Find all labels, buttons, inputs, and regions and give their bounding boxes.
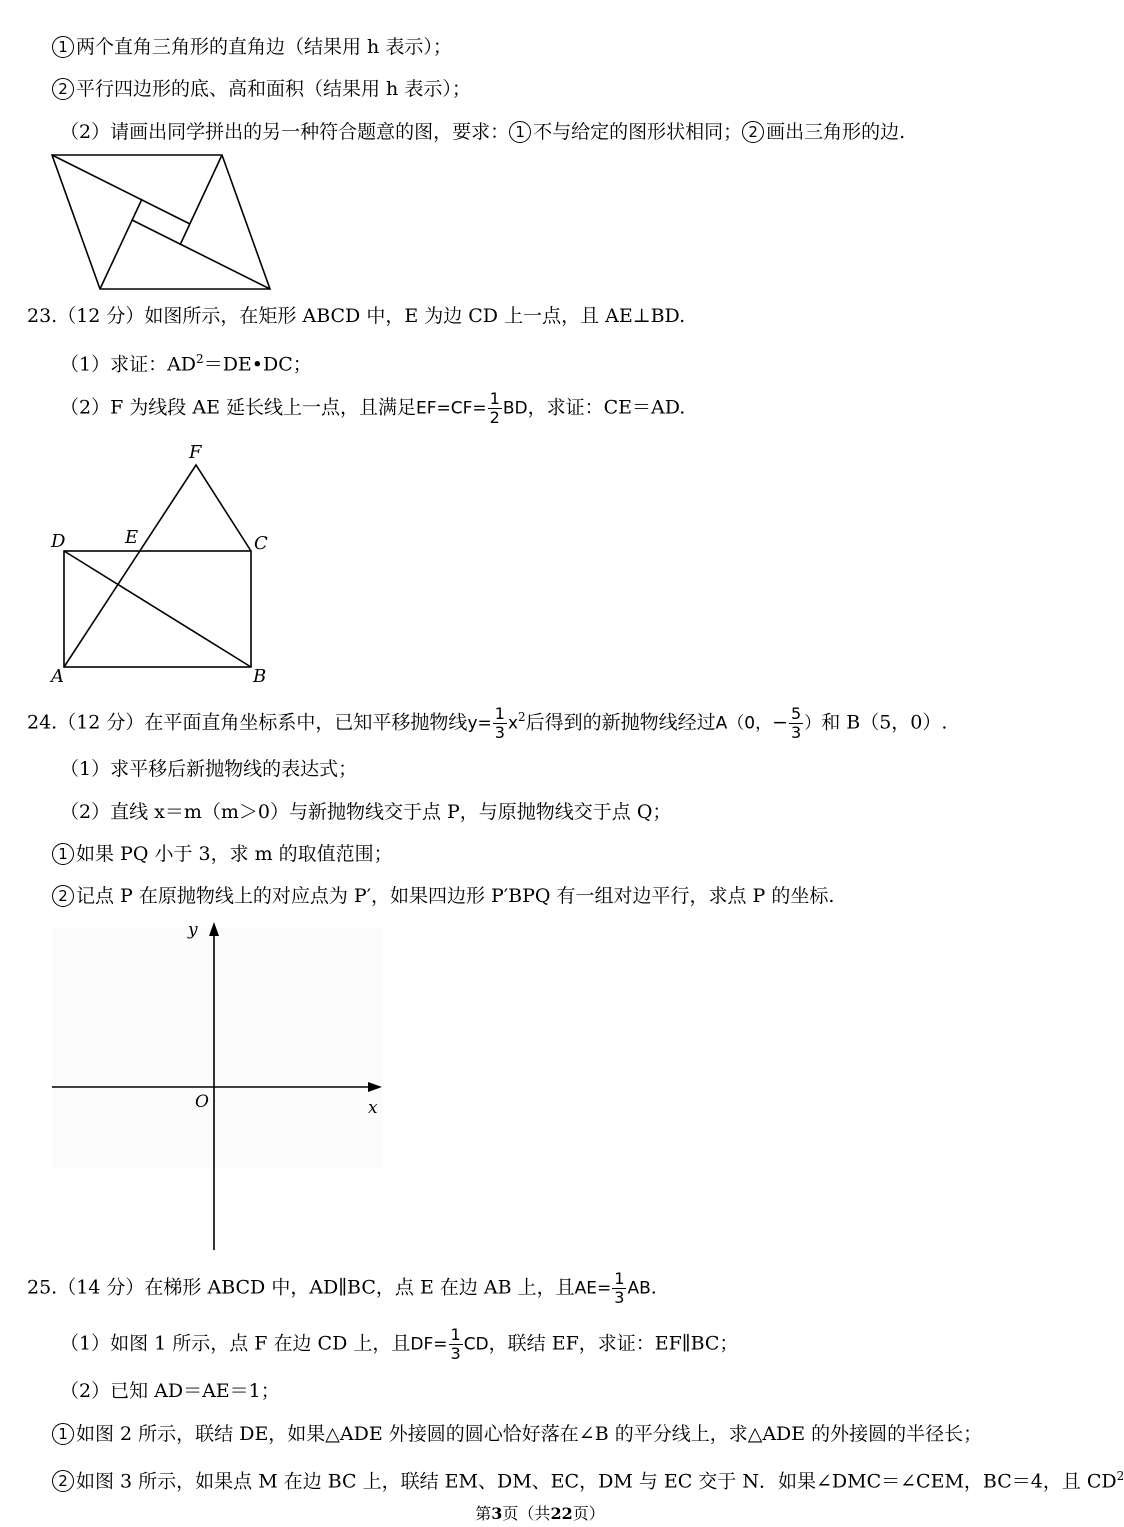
- circled-number-marker: 1: [52, 1423, 74, 1445]
- q24-header-text-a: 24.（12 分）在平面直角坐标系中，已知平移抛物线: [27, 711, 468, 734]
- fraction-numerator: 5: [791, 703, 802, 723]
- footer-page-number: 3: [491, 1504, 503, 1523]
- point-a-suffix: ）: [804, 713, 822, 734]
- q22-part-2-text-b: 不与给定的图形状相同；: [533, 121, 743, 143]
- formula-cd: CD: [463, 1334, 489, 1355]
- q25-header: [27, 1270, 657, 1307]
- q23-header-text: 23.（12 分）如图所示，在矩形 ABCD 中，E 为边 CD 上一点，且 AE⊥BD.: [27, 305, 686, 327]
- axes-background: [52, 928, 382, 1168]
- circled-number-marker: 2: [52, 885, 74, 907]
- y-axis-label: y: [188, 920, 198, 940]
- q24-part-1-text: （1）求平移后新抛物线的表达式；: [60, 758, 358, 780]
- q24-item-2-text: 记点 P 在原抛物线上的对应点为 P′，如果四边形 P′BPQ 有一组对边平行，求点 P 的坐标.: [76, 885, 835, 907]
- q25-item-2: [52, 1462, 1124, 1495]
- circled-number-marker: 1: [509, 121, 531, 143]
- fraction-numerator: 1: [450, 1325, 461, 1344]
- label-e: E: [125, 527, 139, 548]
- formula-df: DF=: [410, 1334, 448, 1355]
- q22-part-2-text-c: 画出三角形的边.: [766, 121, 906, 143]
- q25-header-text-b: .: [650, 1276, 657, 1299]
- q23-part-1-text-a: （1）求证：AD: [60, 353, 197, 376]
- label-b: B: [253, 666, 267, 687]
- q22-item-1-text: 两个直角三角形的直角边（结果用 h 表示）；: [76, 36, 452, 58]
- q25-part-1-text-a: （1）如图 1 所示，点 F 在边 CD 上，且: [60, 1332, 411, 1355]
- parabola-x: x: [507, 713, 518, 734]
- q25-part-1: [60, 1326, 738, 1363]
- circled-number-marker: 2: [742, 121, 764, 143]
- q24-part-2-text: （2）直线 x＝m（m＞0）与新抛物线交于点 P，与原抛物线交于点 Q；: [60, 801, 672, 823]
- q23-part-2-text-b: ，求证：CE＝AD.: [527, 396, 686, 419]
- footer-middle: 页（共: [502, 1504, 551, 1523]
- q23-part-1-text-b: ＝DE•DC；: [203, 353, 312, 376]
- q24-header-text-c: 和 B（5，0）.: [821, 711, 948, 734]
- minus-sign: −: [772, 711, 789, 734]
- point-a-prefix: A（0，: [715, 713, 773, 734]
- superscript: 2: [1116, 1469, 1124, 1483]
- label-d: D: [51, 531, 66, 552]
- q22-item-2-text: 平行四边形的底、高和面积（结果用 h 表示）；: [76, 78, 471, 100]
- page-footer: [0, 1503, 1080, 1525]
- q24-header-text-b: 后得到的新抛物线经过: [525, 711, 716, 734]
- fraction-numerator: 1: [494, 703, 505, 723]
- fraction-denominator: 3: [494, 722, 505, 742]
- q25-part-2: [60, 1377, 280, 1405]
- formula-ab: AB: [627, 1278, 651, 1299]
- label-f: F: [189, 442, 202, 463]
- superscript: 2: [518, 710, 526, 724]
- fraction-numerator: 1: [614, 1269, 625, 1288]
- q22-part-2-text-a: （2）请画出同学拼出的另一种符合题意的图，要求：: [60, 121, 510, 143]
- fraction-one-third: [449, 1326, 463, 1363]
- q25-item-1: [52, 1420, 982, 1448]
- q24-item-1-text: 如果 PQ 小于 3，求 m 的取值范围；: [76, 843, 393, 865]
- q23-part-2-text-a: （2）F 为线段 AE 延长线上一点，且满足: [60, 396, 416, 419]
- fraction-denominator: 3: [614, 1288, 625, 1307]
- circled-number-marker: 1: [52, 36, 74, 58]
- formula-bd: BD: [502, 398, 528, 419]
- formula-ef-cf: EF=CF=: [415, 398, 487, 419]
- parabola-y: y=: [467, 713, 492, 734]
- fraction-denominator: 3: [450, 1344, 461, 1363]
- circled-number-marker: 1: [52, 843, 74, 865]
- circled-number-marker: 2: [52, 1470, 74, 1492]
- q25-item-1-text: 如图 2 所示，联结 DE，如果△ADE 外接圆的圆心恰好落在∠B 的平分线上，求△ADE 的外接圆的半径长；: [76, 1423, 983, 1445]
- fraction-numerator: 1: [489, 389, 500, 408]
- label-c: C: [254, 533, 268, 554]
- fraction-denominator: 3: [791, 722, 802, 742]
- footer-prefix: 第: [475, 1504, 492, 1523]
- superscript: 2: [196, 352, 204, 366]
- origin-label: O: [195, 1092, 209, 1112]
- formula-ae: AE=: [574, 1278, 612, 1299]
- label-a: A: [51, 666, 64, 687]
- fraction-one-third: [612, 1270, 626, 1307]
- q25-header-text-a: 25.（14 分）在梯形 ABCD 中，AD∥BC，点 E 在边 AB 上，且: [27, 1276, 575, 1299]
- x-axis-label: x: [368, 1098, 378, 1118]
- fraction-denominator: 2: [489, 408, 500, 427]
- circled-number-marker: 2: [52, 78, 74, 100]
- q25-item-2-text: 如图 3 所示，如果点 M 在边 BC 上，联结 EM、DM、EC，DM 与 EC 交于 N．如果∠DMC＝∠CEM，BC＝4，且 CD: [76, 1470, 1117, 1493]
- footer-suffix: 页）: [572, 1504, 605, 1523]
- q25-part-1-text-b: ，联结 EF，求证：EF∥BC；: [488, 1332, 739, 1355]
- footer-total-pages: 22: [550, 1504, 573, 1523]
- q25-part-2-text: （2）已知 AD＝AE＝1；: [60, 1380, 280, 1402]
